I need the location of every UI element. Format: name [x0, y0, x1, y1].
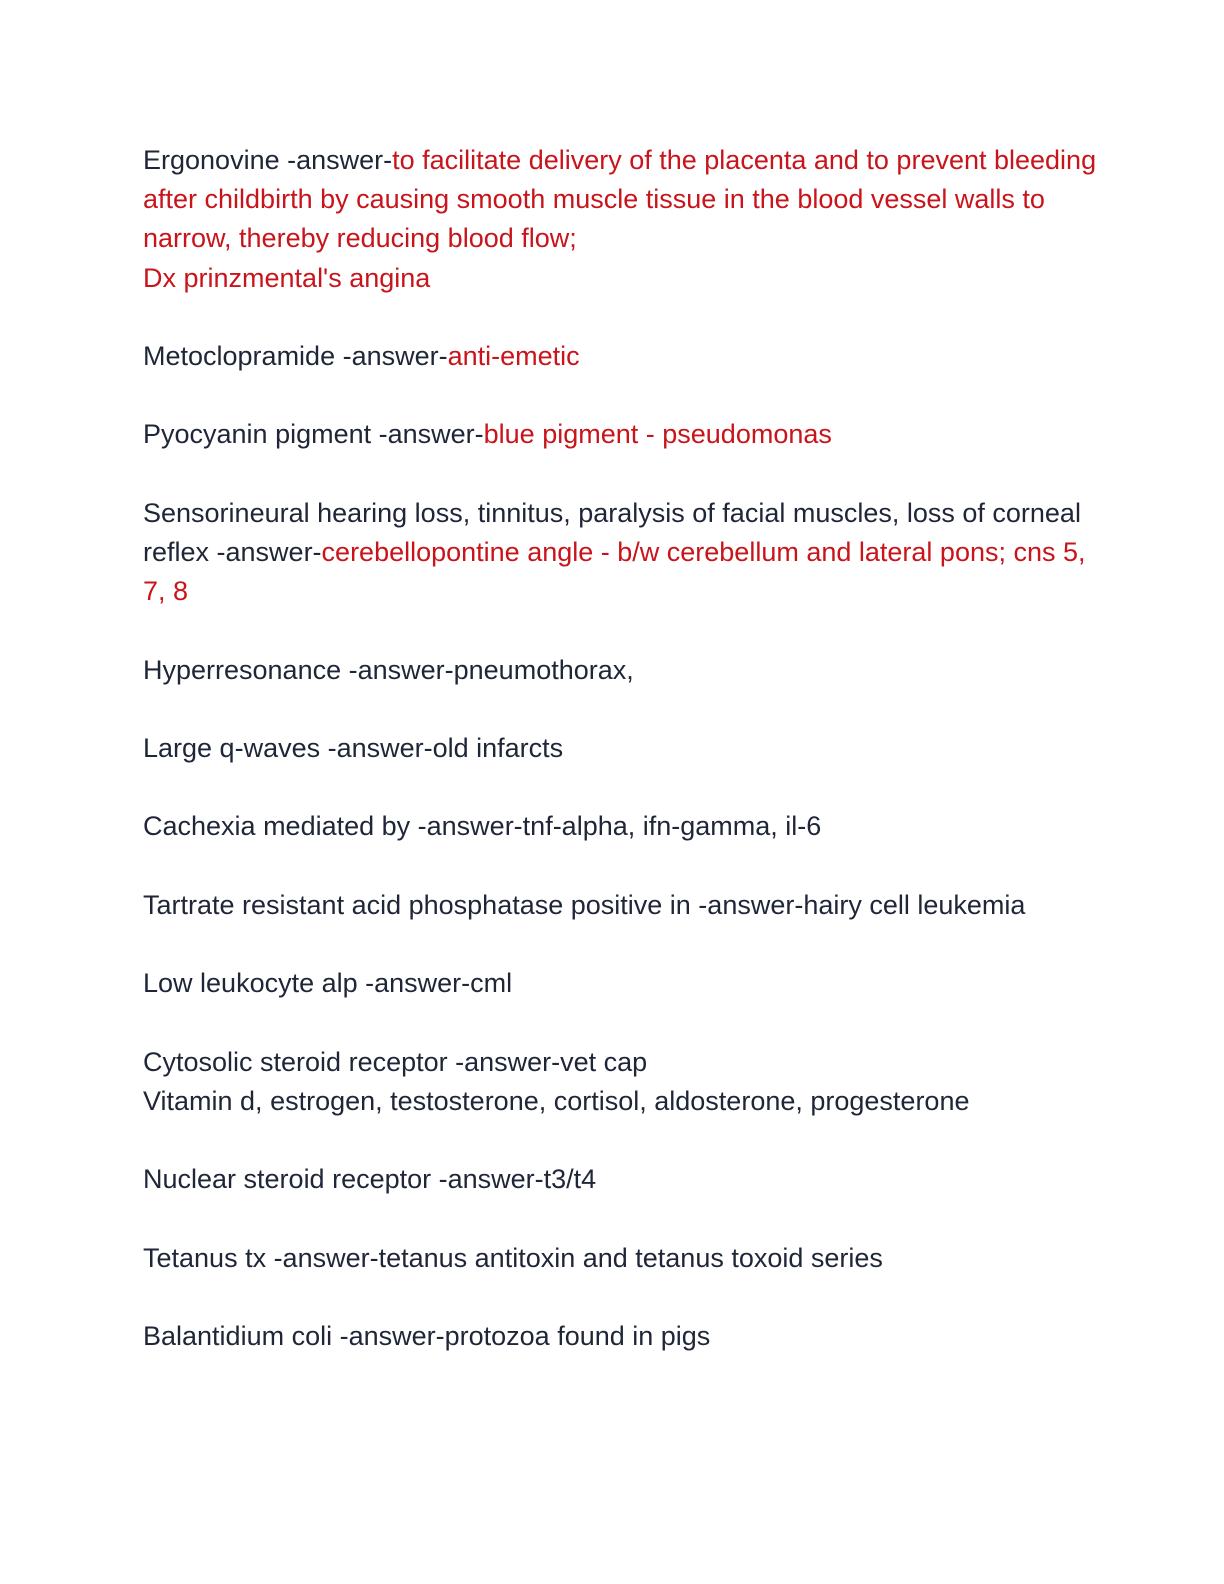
entry-answer: blue pigment - pseudomonas [483, 419, 832, 450]
entry-metoclopramide [143, 337, 1103, 376]
entry-ergonovine [143, 141, 1103, 298]
entry-balantidium [143, 1317, 1103, 1356]
entry-answer: anti-emetic [447, 341, 580, 371]
entry-text: Tartrate resistant acid phosphatase positive in -answer-hairy cell leukemia [143, 889, 1026, 920]
entry-sensorineural [143, 494, 1103, 612]
entry-text: Nuclear steroid receptor -answer-t3/t4 [143, 1164, 597, 1195]
entry-term: Ergonovine -answer- [143, 145, 393, 175]
entry-term: Metoclopramide -answer- [143, 341, 448, 371]
entry-tetanus [143, 1239, 1103, 1278]
entry-text: Tetanus tx -answer-tetanus antitoxin and tetanus toxoid series [143, 1242, 883, 1273]
entry-text: Cachexia mediated by -answer-tnf-alpha, ifn-gamma, il-6 [143, 811, 822, 842]
entry-answer: cerebellopontine angle - b/w cerebellum and lateral pons; cns 5, 7, 8 [143, 536, 1086, 607]
entry-leukocyte-alp [143, 964, 1103, 1003]
entry-text: Hyperresonance -answer-pneumothorax, [143, 654, 634, 685]
entry-cytosolic-receptor [143, 1043, 1103, 1121]
entry-term: Sensorineural hearing loss, tinnitus, paralysis of facial muscles, loss of corneal reflex -answer- [143, 497, 1081, 567]
entry-pyocyanin [143, 415, 1103, 454]
entry-hyperresonance [143, 651, 1103, 690]
entry-answer-line2: Dx prinzmental's angina [143, 262, 431, 293]
entry-text-line2: Vitamin d, estrogen, testosterone, cortisol, aldosterone, progesterone [143, 1085, 970, 1116]
entry-text: Cytosolic steroid receptor -answer-vet cap [143, 1046, 648, 1077]
entry-nuclear-receptor [143, 1160, 1103, 1199]
entry-q-waves [143, 729, 1103, 768]
entry-answer: to facilitate delivery of the placenta and to prevent bleeding after childbirth by causing smooth muscle tissue in the blood vessel walls to narrow, thereby reducing blood flow; [143, 145, 1097, 254]
entry-text: Large q-waves -answer-old infarcts [143, 732, 564, 763]
entry-text: Low leukocyte alp -answer-cml [143, 968, 513, 999]
entry-text: Balantidium coli -answer-protozoa found in pigs [143, 1320, 711, 1351]
entry-term: Pyocyanin pigment -answer- [143, 419, 484, 450]
entry-cachexia [143, 807, 1103, 846]
entry-trap [143, 886, 1103, 925]
flashcard-list [143, 141, 1103, 1395]
